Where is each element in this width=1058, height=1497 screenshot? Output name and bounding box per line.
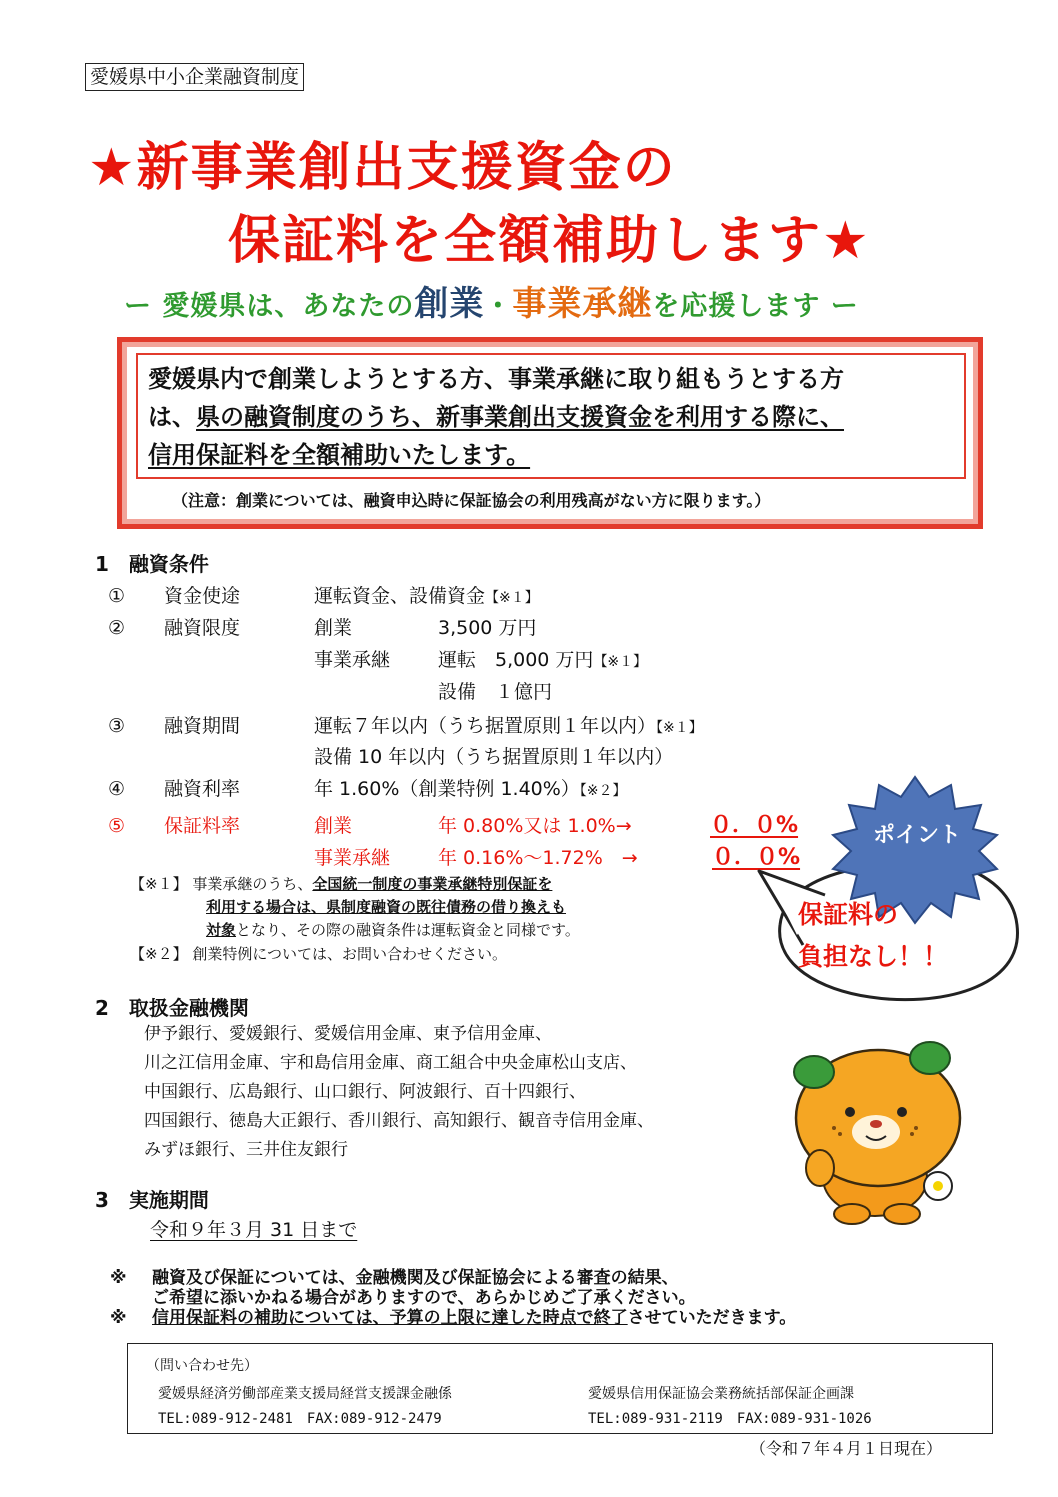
mascot-illustration <box>780 1028 980 1228</box>
row-num: ① <box>108 585 126 607</box>
row-label: 融資期間 <box>164 715 241 737</box>
row-num: ⑤ <box>108 815 126 837</box>
row-guarantee-fee-succession <box>314 840 800 871</box>
row-note: 【※１】 <box>593 654 648 670</box>
row-label: 保証料率 <box>164 815 241 837</box>
row-num: ③ <box>108 715 126 737</box>
bank-line: 四国銀行、徳島大正銀行、香川銀行、高知銀行、観音寺信用金庫、 <box>144 1111 654 1131</box>
row-category: 創業 <box>314 617 353 639</box>
row-limit <box>108 613 536 640</box>
bank-line: 伊予銀行、愛媛銀行、愛媛信用金庫、東予信用金庫、 <box>144 1024 552 1044</box>
intro-line-2a: は、 <box>148 403 196 431</box>
zero-rate: ０．０% <box>710 813 799 838</box>
intro-text <box>148 360 968 474</box>
as-of-date: （令和７年４月１日現在） <box>750 1439 943 1458</box>
row-usage <box>108 581 539 608</box>
system-tag: 愛媛県中小企業融資制度 <box>85 63 304 91</box>
row-value: 運転７年以内（うち据置原則１年以内） <box>314 715 657 737</box>
row-value: 運転資金、設備資金 <box>314 585 486 607</box>
row-value: 年 1.60%（創業特例 1.40%） <box>314 778 580 800</box>
row-category: 創業 <box>314 815 353 837</box>
note-2 <box>152 1308 796 1328</box>
note-mark-2: ※ <box>110 1308 127 1328</box>
row-value: 3,500 万円 <box>438 617 537 639</box>
footnote-1-line3 <box>206 919 580 941</box>
row-note: 【※２】 <box>579 783 627 799</box>
intro-line-3-text: 信用保証料を全額補助いたします。 <box>148 441 531 469</box>
bank-list <box>144 1020 654 1165</box>
footnote-2: 【※２】 創業特例については、お問い合わせください。 <box>130 945 508 963</box>
bank-line: 中国銀行、広島銀行、山口銀行、阿波銀行、百十四銀行、 <box>144 1082 586 1102</box>
subtitle <box>124 276 859 325</box>
subtitle-succession: 事業承継 <box>512 284 653 324</box>
row-category: 事業承継 <box>314 847 391 869</box>
footnote-emphasis: 利用する場合は、県制度融資の既往債務の借り換えも <box>206 898 567 916</box>
footnote-emphasis: 対象 <box>206 921 237 939</box>
row-guarantee-fee <box>108 808 798 839</box>
footnote-emphasis: 全国統一制度の事業承継特別保証を <box>312 875 553 893</box>
footnote-text: となり、その際の融資条件は運転資金と同様です。 <box>236 921 580 939</box>
point-label: ポイント <box>873 823 962 848</box>
row-label: 融資利率 <box>164 778 241 800</box>
row-limit-equipment: 設備 １億円 <box>438 681 553 703</box>
footnote-text: 事業承継のうち、 <box>192 875 313 893</box>
row-num: ② <box>108 617 126 639</box>
note-mark-1: ※ <box>110 1268 127 1288</box>
subtitle-startup: 創業 <box>414 284 485 324</box>
period-value: 令和９年３月 31 日まで <box>150 1219 358 1241</box>
bank-line: みずほ銀行、三井住友銀行 <box>144 1140 348 1160</box>
contact-tel-2: TEL:089-931-2119 FAX:089-931-1026 <box>588 1411 872 1427</box>
row-label: 融資限度 <box>164 617 241 639</box>
callout-line-2: 負担なし！！ <box>798 942 949 971</box>
intro-note: （注意：創業については、融資申込時に保証協会の利用残高がない方に限ります。） <box>172 491 771 510</box>
callout-line-1: 保証料の <box>798 900 899 929</box>
row-value: 年 0.80%又は 1.0%→ <box>438 815 632 837</box>
footnote-mark: 【※１】 <box>130 875 188 893</box>
title-line-2: 保証料を全額補助します★ <box>228 211 871 271</box>
row-label: 資金使途 <box>164 585 241 607</box>
row-rate <box>108 774 627 801</box>
footnote-1-line2 <box>206 896 566 918</box>
row-note: 【※１】 <box>656 720 703 736</box>
section-3-heading: 3 実施期間 <box>95 1188 209 1212</box>
row-value: 運転 5,000 万円 <box>438 649 594 671</box>
intro-line-3 <box>148 436 968 474</box>
row-note: 【※１】 <box>485 590 539 606</box>
row-value: 年 0.16%～1.72% → <box>438 847 638 869</box>
note-1-line-2: ご希望に添いかねる場合がありますので、あらかじめご了承ください。 <box>152 1288 696 1308</box>
intro-line-1: 愛媛県内で創業しようとする方、事業承継に取り組もうとする方 <box>148 365 844 393</box>
subtitle-e: を応援します ー <box>652 291 859 322</box>
contact-label: （問い合わせ先） <box>146 1358 258 1374</box>
row-limit-succession <box>314 645 647 672</box>
row-period <box>108 711 703 738</box>
row-category: 事業承継 <box>314 649 391 671</box>
subtitle-dot: ・ <box>484 291 513 322</box>
note-2-emphasis: 信用保証料の補助については、予算の上限に達した時点で終了 <box>152 1308 628 1328</box>
contact-org-1: 愛媛県経済労働部産業支援局経営支援課金融係 <box>158 1386 452 1402</box>
row-period-equipment: 設備 10 年以内（うち据置原則１年以内） <box>314 746 674 768</box>
intro-line-2b: 県の融資制度のうち、新事業創出支援資金を利用する際に、 <box>196 403 844 431</box>
row-num: ④ <box>108 778 126 800</box>
note-1-line-1: 融資及び保証については、金融機関及び保証協会による審査の結果、 <box>152 1268 679 1288</box>
note-2-text: させていただきます。 <box>627 1308 797 1328</box>
section-1-heading: 1 融資条件 <box>95 552 209 576</box>
zero-rate: ０．０% <box>712 845 801 870</box>
contact-tel-1: TEL:089-912-2481 FAX:089-912-2479 <box>158 1411 442 1427</box>
intro-line-2 <box>148 398 968 436</box>
title-line-1: ★新事業創出支援資金の <box>88 138 677 198</box>
contact-org-2: 愛媛県信用保証協会業務統括部保証企画課 <box>588 1386 854 1402</box>
footnote-1 <box>130 873 552 895</box>
subtitle-a: ー 愛媛県は、あなたの <box>124 291 415 322</box>
bank-line: 川之江信用金庫、宇和島信用金庫、商工組合中央金庫松山支店、 <box>144 1053 637 1073</box>
section-2-heading: 2 取扱金融機関 <box>95 996 249 1020</box>
